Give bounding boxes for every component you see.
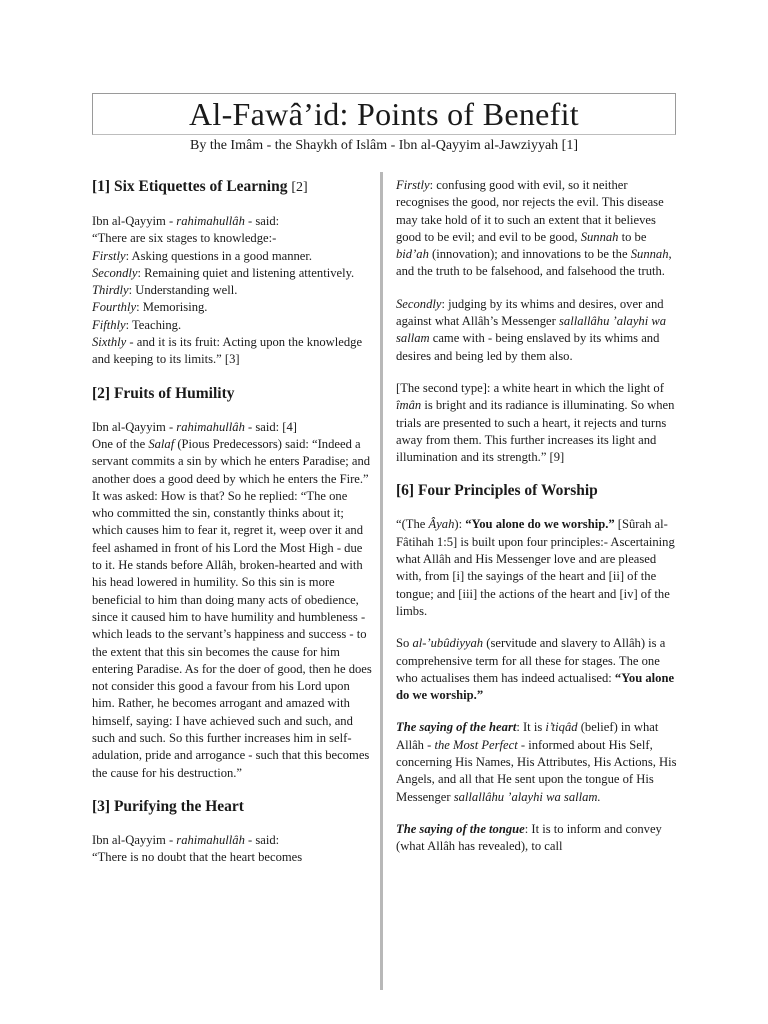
list-text: : Understanding well. (128, 283, 238, 298)
term: Âyah (428, 517, 455, 532)
list-line (92, 334, 372, 369)
intro-text: - said: [4] (244, 419, 297, 434)
term: al-’ubûdiyyah (412, 636, 484, 651)
body-text: (Pious Predecessors) said: “Indeed a servant commits a sin by which he enters Paradise; and another does a good deed by which he enters the Fire.” It was asked: How is that? So he replied: “The one who committed the sin, constantly thinks about it; which causes him to fear it, regret it, weep over it and feel ashamed in front of his Lord the Most High - due to it. He stands before Allâh, broken-hearted and with his head lowered in humility. So this sin is more beneficial to him than doing many acts of obedience, since it caused him to have humility and humbleness - which leads to the servant’s happiness and success - to the extent that this sin becomes the cause for him entering Paradise. As for the doer of good, then he does not consider this good a favour from his Lord upon him. Rather, he becomes arrogant and amazed with himself, saying: I have achieved such and such, and such and such. So this further increases him in self-adulation, pride and arrogance - such that this becomes the cause for his destruction.” (92, 436, 372, 780)
paragraph-firstly (396, 177, 678, 281)
intro-text: - said: (244, 832, 280, 847)
term: Sunnah (630, 247, 669, 262)
body-text: One of the (92, 436, 149, 451)
ordinal: Firstly (92, 248, 126, 263)
etiquettes-paragraph (92, 213, 372, 369)
ordinal: Sixthly (92, 335, 127, 350)
list-text: : Teaching. (125, 317, 182, 332)
honorific: rahimahullâh (176, 214, 245, 228)
term: îmân (396, 398, 422, 413)
intro-line (92, 419, 372, 436)
body-text: to be (618, 229, 647, 244)
intro-line (92, 213, 372, 230)
footnote-ref: [2] (291, 180, 308, 195)
body-text: , and the truth to be falsehood, and falsehood the truth. (396, 247, 672, 279)
paragraph-second-type (396, 380, 678, 466)
quote-bold: “You alone do we worship.” (396, 670, 675, 703)
body-text: ): (454, 517, 466, 532)
paragraph-ubudiyyah (396, 635, 678, 704)
heading-text: [1] Six Etiquettes of Learning (92, 178, 288, 195)
subheading: The saying of the heart (396, 720, 517, 735)
intro-line (92, 832, 372, 849)
honorific: sallallâhu ’alayhi wa sallam. (453, 789, 601, 804)
intro-text: Ibn al-Qayyim - (92, 832, 177, 847)
body-text: “(The (396, 517, 429, 532)
ordinal: Secondly (396, 296, 442, 311)
list-line (92, 248, 372, 265)
paragraph-secondly (396, 296, 678, 365)
column-divider (380, 172, 383, 990)
body-text: : It is to inform and convey (what Allâh has revealed), to call (396, 821, 662, 854)
section-heading-worship: [6] Four Principles of Worship (396, 482, 598, 500)
ordinal: Fourthly (92, 300, 137, 315)
body-text: : confusing good with evil, so it neither recognises the good, nor rejects the evil. This disease may take hold of it to such an extent that it believes good to be evil; and evil to be good, (396, 178, 664, 244)
body-text: (servitude and slavery to Allâh) is a comprehensive term for all these for stages. The one who actualises them has indeed actualised: (396, 636, 666, 685)
body-line: “There is no doubt that the heart becomes (92, 850, 303, 865)
list-line: “There are six stages to knowledge:- (92, 231, 277, 246)
document-title: Al-Fawâ’id: Points of Benefit (92, 93, 676, 135)
honorific: rahimahullâh (176, 419, 245, 434)
humility-paragraph (92, 419, 372, 782)
honorific: sallallâhu ’alayhi wa sallam (396, 314, 667, 346)
list-line (92, 265, 372, 282)
paragraph-ayah (396, 516, 678, 620)
body-text: is bright and its radiance is illuminating. So when trials are presented to such a heart, it rejects and turns away from them. This further increases its light and illumination and its strength.” [9] (396, 398, 675, 465)
body-text: [The second type]: a white heart in which the light of (396, 380, 664, 395)
body-text: [Sûrah al-Fâtihah 1:5] is built upon four principles:- Ascertaining what Allâh and His Messenger love and are pleased with, from [i] the sayings of the heart and [ii] of the tongue; and [iii] the actions of the heart and [iv] of the limbs. (396, 517, 675, 618)
section-heading-etiquettes (92, 177, 372, 198)
list-line (92, 317, 372, 334)
term: i’tiqâd (545, 720, 578, 735)
body-text: came with - being enslaved by its whims and desires and being led by them also. (396, 331, 660, 363)
term: bid’ah (396, 247, 429, 262)
ordinal: Firstly (396, 178, 430, 192)
ordinal: Secondly (92, 265, 138, 280)
list-text: : Remaining quiet and listening attentively. (137, 265, 355, 280)
list-text: : Asking questions in a good manner. (125, 248, 313, 263)
quote-bold: “You alone do we worship.” (465, 517, 615, 532)
intro-text: Ibn al-Qayyim - (92, 214, 177, 228)
term: Sunnah (580, 229, 619, 244)
term: Salaf (148, 436, 175, 451)
left-column (92, 177, 372, 867)
right-column (396, 177, 678, 871)
list-text: - and it is its fruit: Acting upon the knowledge and keeping to its limits.” [3] (92, 335, 363, 367)
body-text: (innovation); and innovations to be the (428, 247, 631, 262)
body-text: - informed about His Self, concerning His Names, His Attributes, His Actions, His Angels, and all that He sent upon the tongue of His Messenger (396, 737, 677, 804)
body-text: : It is (516, 720, 546, 735)
byline: By the Imâm - the Shaykh of Islâm - Ibn al-Qayyim al-Jawziyyah [1] (189, 138, 578, 153)
body-text: : judging by its whims and desires, over and against what Allâh’s Messenger (396, 296, 664, 329)
body-text: (belief) in what Allâh - (396, 720, 659, 752)
honorific: the Most Perfect (434, 737, 518, 752)
body-text: So (396, 636, 413, 651)
paragraph-saying-heart (396, 719, 678, 805)
intro-text: - said: (244, 214, 280, 228)
section-heading-humility: [2] Fruits of Humility (92, 384, 235, 402)
paragraph-saying-tongue (396, 821, 678, 856)
list-text: : Memorising. (136, 300, 208, 315)
honorific: rahimahullâh (176, 832, 245, 847)
list-line (92, 282, 372, 299)
purifying-paragraph (92, 832, 372, 867)
intro-text: Ibn al-Qayyim - (92, 419, 177, 434)
ordinal: Fifthly (92, 317, 126, 332)
section-heading-purifying: [3] Purifying the Heart (92, 797, 244, 815)
spacer (92, 369, 372, 384)
ordinal: Thirdly (92, 283, 129, 298)
subheading: The saying of the tongue (396, 821, 525, 836)
list-line (92, 299, 372, 316)
